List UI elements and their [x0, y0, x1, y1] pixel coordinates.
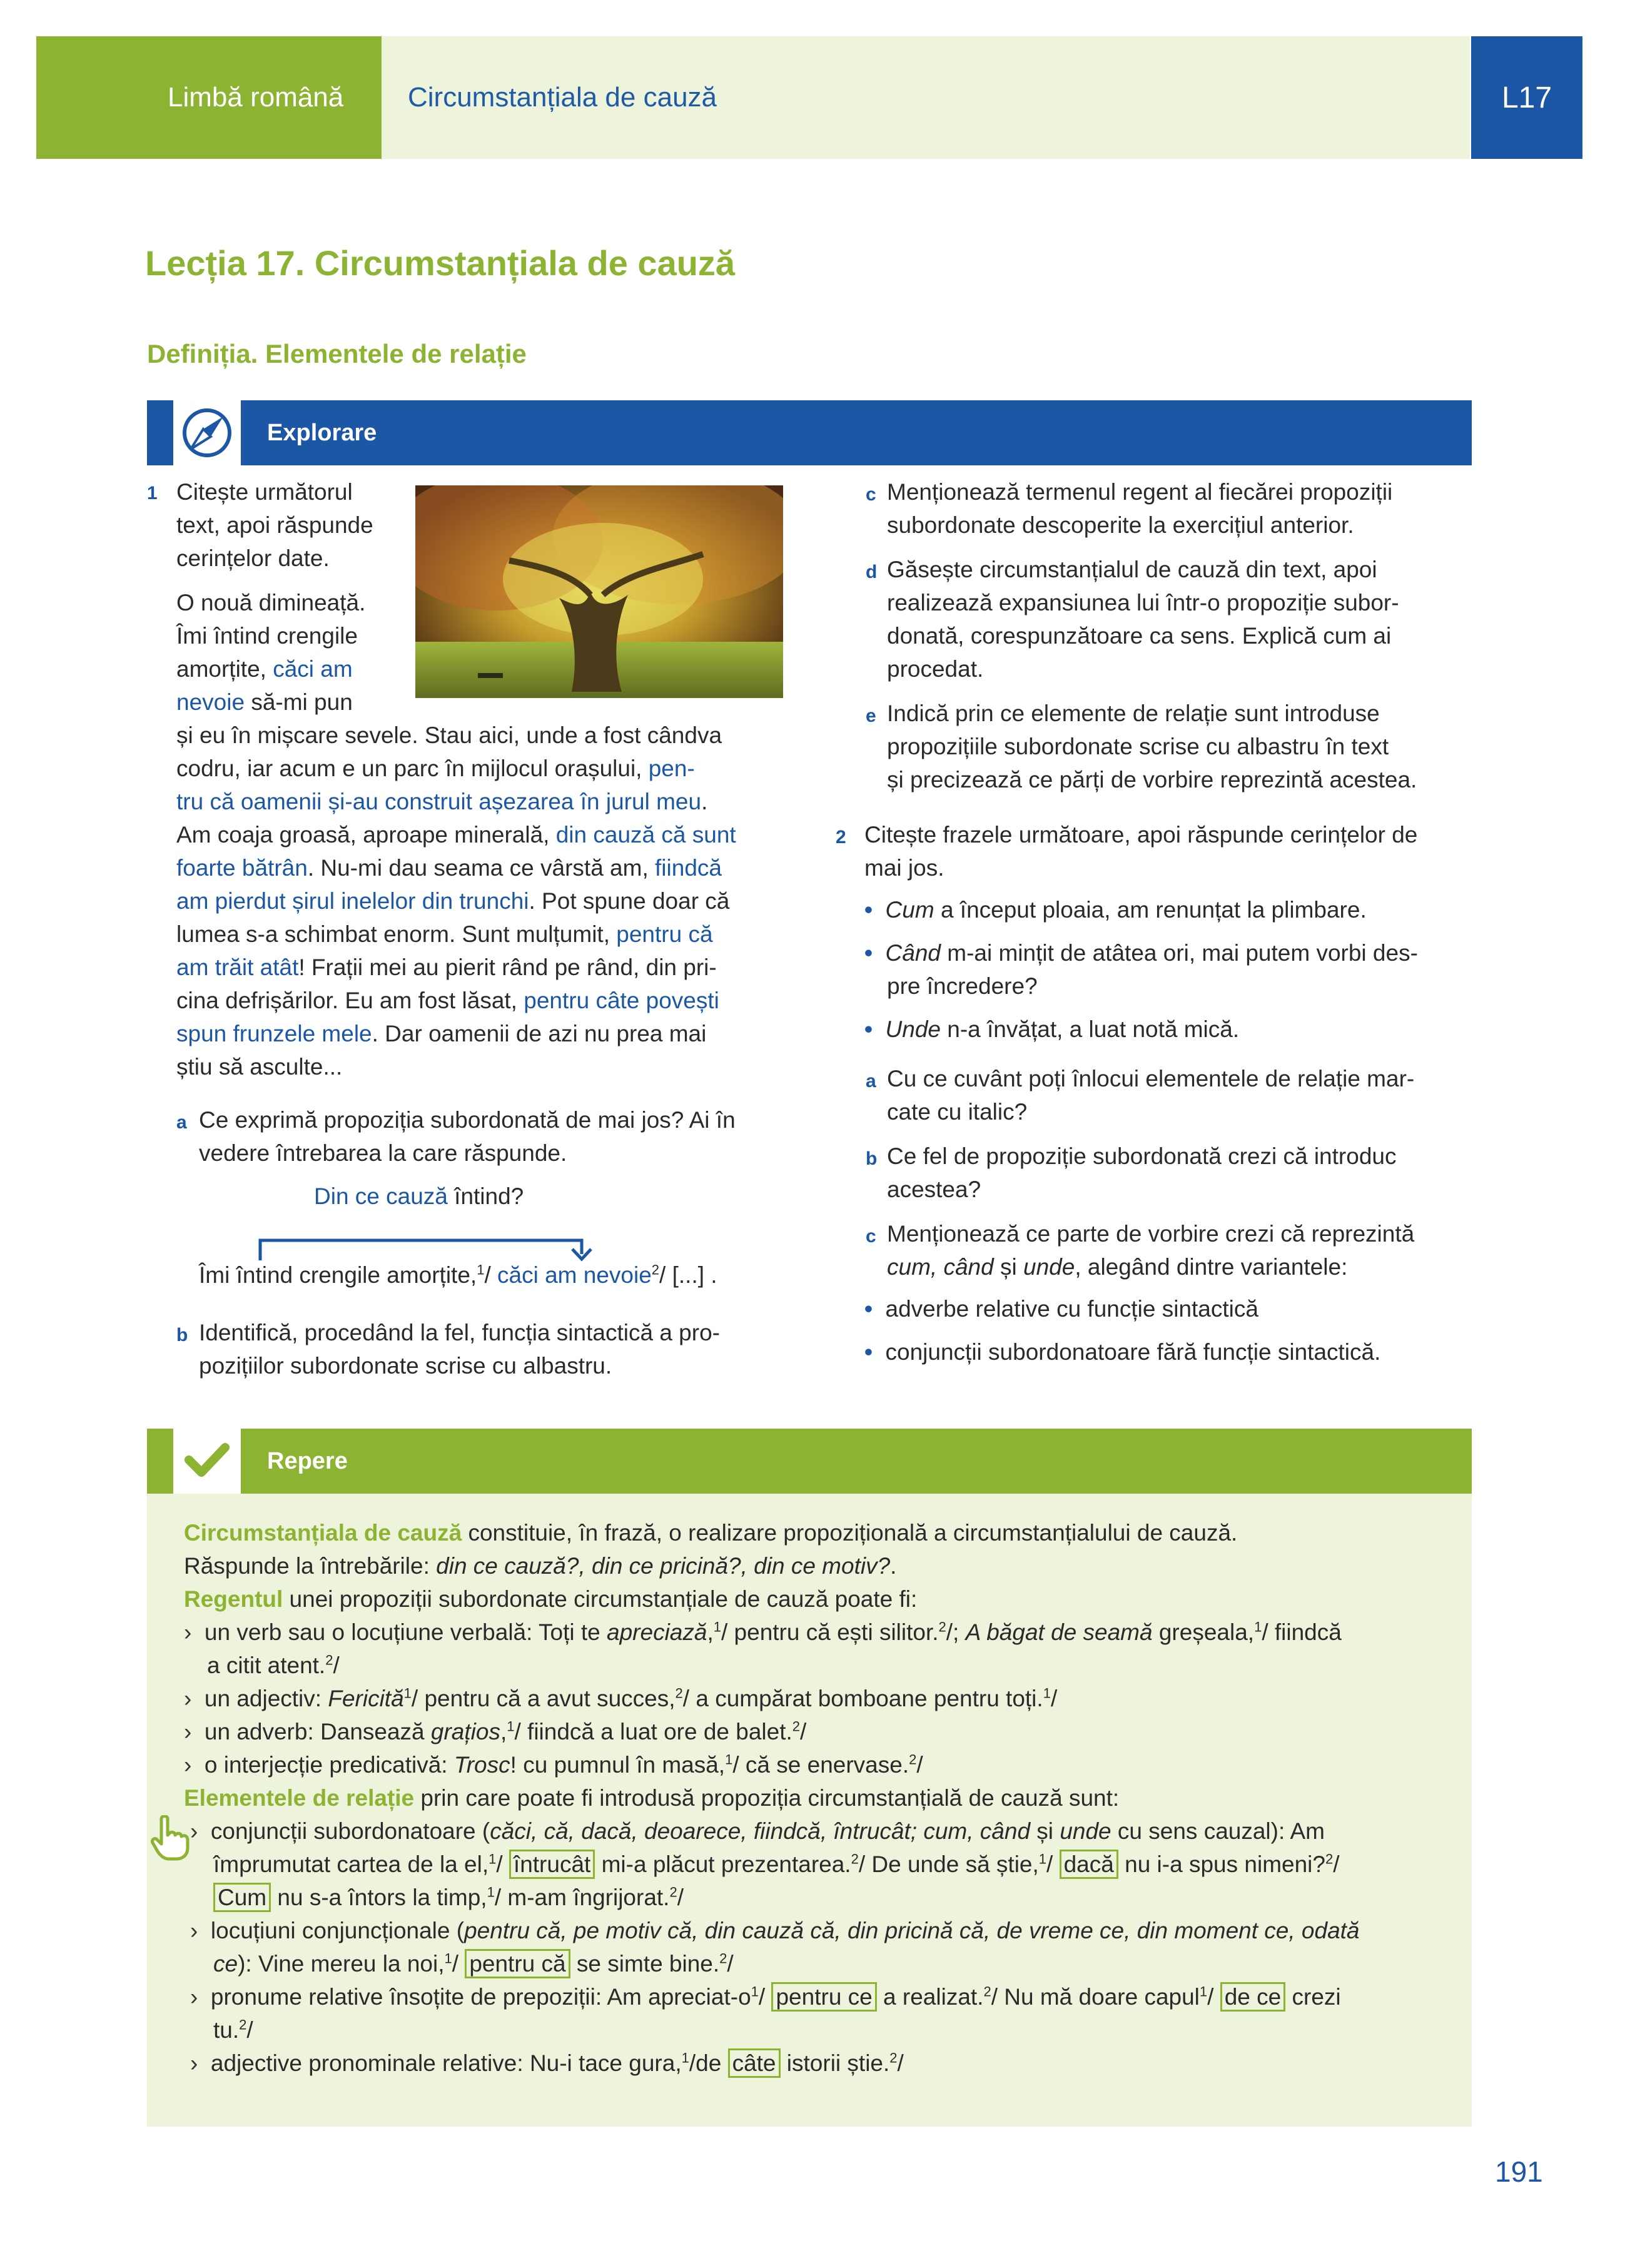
story-line: tru că oamenii și-au construit așezarea în jurul meu. [176, 789, 708, 814]
story-line: și eu în mișcare sevele. Stau aici, unde a fost cândva [176, 722, 722, 748]
highlighted-conjunction: întrucât [509, 1850, 595, 1879]
lesson-title: Lecția 17. Circumstanțiala de cauză [145, 243, 736, 283]
exercise-number: 1 [147, 483, 158, 504]
intro-line: Citește următorul [176, 479, 353, 505]
question-letter: a [866, 1071, 876, 1091]
question-line: Ce exprimă propoziția subordonată de mai jos? Ai în [199, 1107, 736, 1133]
page-number: 191 [1495, 2155, 1543, 2188]
story-line: am pierdut șirul inelelor din trunchi. Pot spune doar că [176, 888, 730, 914]
list-item: • Unde n-a învățat, a luat notă mică. [864, 1016, 1240, 1042]
question-example [314, 1180, 524, 1213]
story-line: Îmi întind crengile [176, 623, 358, 649]
question-e: Indică prin ce elemente de relație sunt introduse propozițiile subordonate scrise cu albastru în text și precizează ce părți de vorbire reprezintă acestea. [887, 701, 1417, 792]
question-2b: Ce fel de propoziție subordonată crezi că introduc acestea? [887, 1143, 1397, 1202]
question-letter: e [866, 706, 876, 726]
story-line: cina defrișărilor. Eu am fost lăsat, pentru câte povești [176, 988, 719, 1013]
question-letter: b [866, 1148, 878, 1169]
exercise-number: 2 [836, 827, 846, 848]
list-item: › o interjecție predicativă: Trosc! cu pumnul în masă,$^1$/ că se enervase.$^2$/ [184, 1751, 923, 1778]
story-line: O nouă dimineață. [176, 590, 366, 615]
highlighted-conjunction: pentru ce [771, 1982, 876, 2012]
repere-elements: Elementele de relație prin care poate fi introdusă propoziția circumstanțială de cauză sunt: [184, 1785, 1120, 1811]
intro-line: cerințelor date. [176, 545, 330, 571]
question-2a: Cu ce cuvânt poți înlocui elementele de relație mar- cate cu italic? [887, 1066, 1415, 1125]
list-item: › un adjectiv: Fericită$^1$/ pentru că a avut succes,$^2$/ a cumpărat bomboane pentru toți.$^1$/ [184, 1685, 1058, 1711]
list-item: • adverbe relative cu funcție sintactică [864, 1296, 1258, 1322]
list-item: • conjuncții subordonatoare fără funcție sintactică. [864, 1339, 1381, 1365]
story-line: am trăit atât! Frații mei au pierit rând pe rând, din pri- [176, 954, 717, 980]
highlighted-conjunction: de ce [1220, 1982, 1286, 2012]
story-line: foarte bătrân. Nu-mi dau seama ce vârstă am, fiindcă [176, 855, 722, 881]
checkmark-icon [173, 1429, 241, 1494]
story-line: nevoie să-mi pun [176, 689, 353, 715]
question-letter: c [866, 484, 876, 505]
variant-list [864, 1292, 1477, 1369]
story-line: știu să asculte... [176, 1054, 343, 1080]
repere-band [147, 1429, 1472, 1494]
exercise-2: Citește frazele următoare, apoi răspunde cerințelor de mai jos. [864, 822, 1418, 881]
list-item: › locuțiuni conjuncționale (pentru că, pe motiv că, din cauză că, din pricină că, de vreme ce, din moment ce, odată [190, 1918, 1360, 1943]
compass-icon [173, 400, 241, 465]
question-word: Din ce cauză [314, 1183, 448, 1209]
repere-label: Repere [241, 1429, 1472, 1494]
header-topic: Circumstanțiala de cauză [382, 36, 1470, 159]
list-item: • Cum a început ploaia, am renunțat la plimbare. [864, 897, 1367, 923]
question-b: Identifică, procedând la fel, funcția sintactică a pro- pozițiilor subordonate scrise cu albastru. [199, 1320, 720, 1379]
story-line: Am coaja groasă, aproape minerală, din cauză că sunt [176, 822, 736, 848]
explorare-band [147, 400, 1472, 465]
story-line: spun frunzele mele. Dar oamenii de azi nu prea mai [176, 1021, 707, 1046]
example-sentence: Îmi întind crengile amorțite,$^1$/ căci am nevoie$^2$/ [...] . [199, 1262, 717, 1288]
repere-questions: Răspunde la întrebările: din ce cauză?, din ce pricină?, din ce motiv?. [184, 1553, 897, 1579]
header-lesson-code: L17 [1471, 36, 1582, 159]
question-a [199, 1103, 787, 1170]
question-word: întind? [454, 1183, 524, 1209]
story-line: lumea s-a schimbat enorm. Sunt mulțumit, pentru că [176, 921, 713, 947]
question-letter: d [866, 562, 878, 582]
highlighted-conjunction: câte [728, 2048, 781, 2078]
list-item: › un verb sau o locuțiune verbală: Toți te apreciază,$^1$/ pentru că ești silitor.$^2$/; A băgat de seamă greșeala,$^1$/ fiindcă [184, 1619, 1342, 1645]
question-c: Menționează termenul regent al fiecărei propoziții subordonate descoperite la exercițiul anterior. [887, 479, 1393, 538]
explorare-label: Explorare [241, 400, 1472, 465]
highlighted-conjunction: Cum [213, 1883, 271, 1912]
tree-photo [415, 485, 783, 698]
list-item: › conjuncții subordonatoare (căci, că, dacă, deoarece, fiindcă, întrucât; cum, când și unde cu sens cauzal): Am [190, 1818, 1325, 1844]
intro-line: text, apoi răspunde [176, 512, 373, 538]
highlighted-conjunction: pentru că [465, 1949, 570, 1978]
story-line: codru, iar acum e un parc în mijlocul orașului, pen- [176, 756, 695, 781]
question-letter: a [176, 1112, 187, 1133]
story-line: amorțite, căci am [176, 656, 353, 682]
sentence-list: • Cum a început ploaia, am renunțat la plimbare. • Când m-ai mințit de atâtea ori, mai putem vorbi des- pre încredere? • Unde n-a învățat, a luat notă mică. [864, 893, 1477, 1046]
section-subtitle: Definiția. Elementele de relație [147, 339, 527, 368]
list-item: › pronume relative însoțite de prepoziții: Am apreciat-$o^1/$ pentru ce a realizat.$^2$/ Nu mă doare capul$^1$/ de ce crezi [190, 1980, 1341, 2013]
highlighted-conjunction: dacă [1060, 1850, 1118, 1879]
list-item: › adjective pronominale relative: Nu-i tace gura,$^1$/de câte istorii știe.$^2$/ [190, 2047, 904, 2080]
list-item: • Când m-ai mințit de atâtea ori, mai putem vorbi des- [864, 940, 1418, 966]
list-item: › un adverb: Dansează grațios,$^1$/ fiindcă a luat ore de balet.$^2$/ [184, 1718, 807, 1744]
question-2c: Menționează ce parte de vorbire crezi că reprezintă cum, când și unde, alegând dintre variantele: [887, 1221, 1415, 1280]
question-d: Găsește circumstanțialul de cauză din text, apoi realizează expansiunea lui într-o propoziție subor- donată, corespunzătoare ca sens. Explică cum ai procedat. [887, 557, 1399, 682]
question-line: vedere întrebarea la care răspunde. [199, 1140, 567, 1166]
repere-regent: Regentul unei propoziții subordonate circumstanțiale de cauză poate fi: [184, 1586, 918, 1612]
repere-definition: Circumstanțiala de cauză constituie, în frază, o realizare propozițională a circumstanțialului de cauză. [184, 1520, 1238, 1546]
pointing-hand-icon [149, 1815, 190, 1865]
question-letter: c [866, 1226, 876, 1247]
header-subject: Limbă română [36, 36, 382, 159]
question-letter: b [176, 1325, 188, 1345]
